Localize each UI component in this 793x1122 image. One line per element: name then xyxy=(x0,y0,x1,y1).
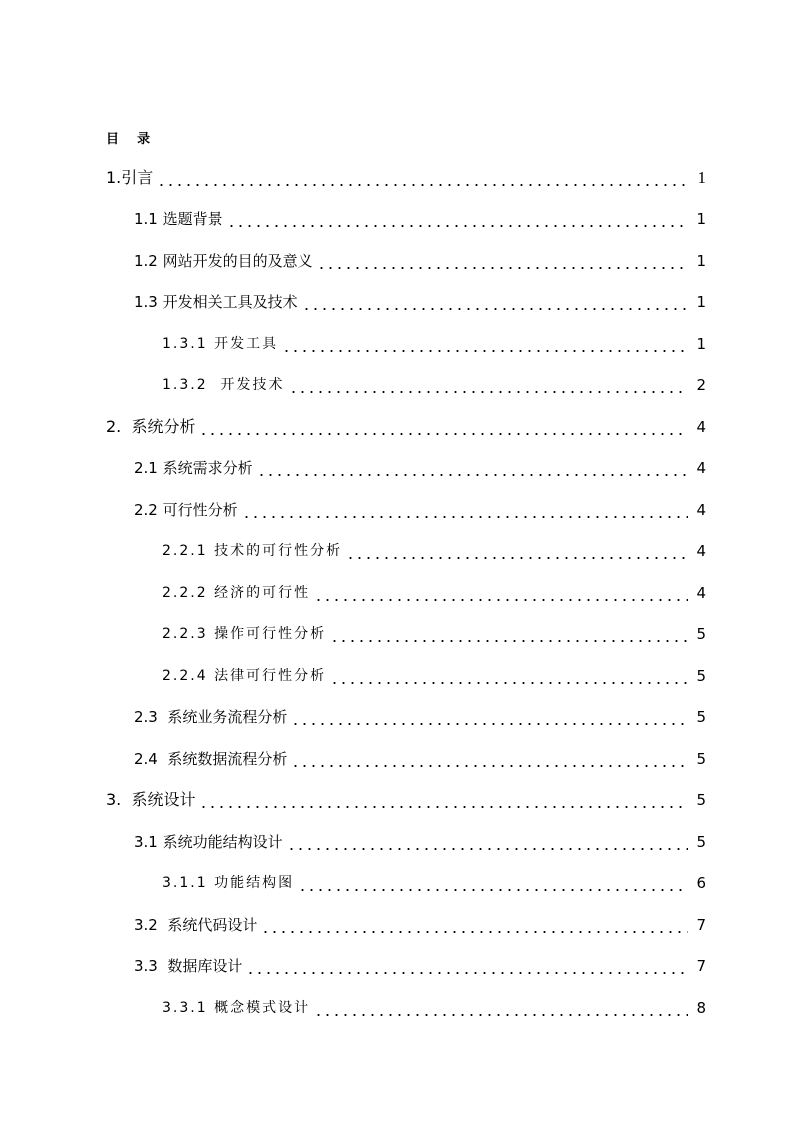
toc-page-number: 7 xyxy=(696,957,706,975)
toc-leader-dots xyxy=(242,498,688,522)
toc-leader-dots xyxy=(199,788,688,812)
toc-entry[interactable] xyxy=(134,249,706,273)
toc-page-number: 8 xyxy=(696,999,706,1017)
toc-entry-text: 1.2 网站开发的目的及意义 xyxy=(134,252,313,270)
toc-page-number: 4 xyxy=(696,542,706,560)
toc-entry[interactable] xyxy=(134,705,706,729)
toc-entry-text: 2.2.2 经济的可行性 xyxy=(162,585,311,601)
toc-entry[interactable] xyxy=(162,664,706,688)
toc-leader-dots xyxy=(330,622,688,646)
toc-entry-text: 2.2.3 操作可行性分析 xyxy=(162,626,327,642)
toc-leader-dots xyxy=(227,207,688,231)
toc-page-number: 5 xyxy=(696,791,706,809)
toc-entry-text: 3.3.1 概念模式设计 xyxy=(162,1000,311,1016)
toc-leader-dots xyxy=(282,332,688,356)
toc-leader-dots xyxy=(314,581,688,605)
toc-entry[interactable] xyxy=(162,871,706,895)
toc-entry[interactable] xyxy=(162,539,706,563)
toc-page-number: 5 xyxy=(696,667,706,685)
toc-page-number: 7 xyxy=(696,916,706,934)
toc-page-number: 4 xyxy=(696,501,706,519)
toc-entry[interactable] xyxy=(134,830,706,854)
toc-entry[interactable] xyxy=(134,747,706,771)
toc-entry-text: 3. 系统设计 xyxy=(106,790,196,809)
toc-entry[interactable] xyxy=(162,332,706,356)
toc-entry-text: 2.2.1 技术的可行性分析 xyxy=(162,543,343,559)
toc-leader-dots xyxy=(298,871,688,895)
toc-page-number: 1 xyxy=(697,168,706,187)
toc-leader-dots xyxy=(157,166,688,190)
toc-leader-dots xyxy=(291,747,688,771)
toc-leader-dots xyxy=(302,290,688,314)
toc-entry[interactable] xyxy=(134,456,706,480)
toc-leader-dots xyxy=(287,830,688,854)
toc-entry-text: 2. 系统分析 xyxy=(106,417,196,436)
toc-entry-text: 2.3 系统业务流程分析 xyxy=(134,708,288,726)
toc-entry-text: 2.2 可行性分析 xyxy=(134,501,238,519)
toc-page-number: 6 xyxy=(696,874,706,892)
toc-leader-dots xyxy=(246,954,688,978)
toc-entry-text: 3.1 系统功能结构设计 xyxy=(134,833,283,851)
toc-leader-dots xyxy=(289,373,688,397)
toc-leader-dots xyxy=(261,913,688,937)
toc-entry[interactable] xyxy=(162,622,706,646)
toc-page-number: 1 xyxy=(696,252,706,270)
toc-page-number: 5 xyxy=(696,750,706,768)
toc-leader-dots xyxy=(314,996,688,1020)
toc-page-number: 4 xyxy=(696,418,706,436)
toc-page-number: 4 xyxy=(696,459,706,477)
toc-title: 目 录 xyxy=(106,132,151,147)
toc-leader-dots xyxy=(291,705,688,729)
toc-page-number: 1 xyxy=(696,335,706,353)
toc-entry-text: 1.3.1 开发工具 xyxy=(162,336,279,352)
toc-entry[interactable] xyxy=(134,290,706,314)
toc-entry-text: 2.4 系统数据流程分析 xyxy=(134,750,288,768)
toc-leader-dots xyxy=(257,456,688,480)
toc-entry[interactable] xyxy=(162,996,706,1020)
toc-page-number: 5 xyxy=(696,625,706,643)
toc-entry[interactable] xyxy=(134,207,706,231)
toc-leader-dots xyxy=(330,664,688,688)
toc-entry-text: 1.3.2 开发技术 xyxy=(162,377,285,393)
toc-entry-text: 1.引言 xyxy=(106,168,154,187)
toc-entry[interactable] xyxy=(106,166,706,190)
toc-page-number: 5 xyxy=(696,833,706,851)
toc-page-number: 4 xyxy=(696,584,706,602)
toc-leader-dots xyxy=(317,249,688,273)
toc-entry[interactable] xyxy=(134,954,706,978)
toc-entry-text: 2.2.4 法律可行性分析 xyxy=(162,668,327,684)
toc-page-number: 1 xyxy=(696,210,706,228)
toc-entry-text: 3.3 数据库设计 xyxy=(134,957,243,975)
toc-entry[interactable] xyxy=(106,788,706,812)
toc-page-number: 2 xyxy=(696,376,706,394)
toc-page-number: 1 xyxy=(696,293,706,311)
toc-entry-text: 2.1 系统需求分析 xyxy=(134,459,253,477)
toc-entry[interactable] xyxy=(134,498,706,522)
toc-entry-text: 3.2 系统代码设计 xyxy=(134,916,258,934)
toc-entry-text: 1.3 开发相关工具及技术 xyxy=(134,293,298,311)
toc-entry-text: 3.1.1 功能结构图 xyxy=(162,875,295,891)
toc-entry[interactable] xyxy=(106,415,706,439)
toc-entry[interactable] xyxy=(162,581,706,605)
toc-leader-dots xyxy=(199,415,688,439)
toc-entry[interactable] xyxy=(134,913,706,937)
toc-page-number: 5 xyxy=(696,708,706,726)
toc-entry[interactable] xyxy=(162,373,706,397)
toc-entry-text: 1.1 选题背景 xyxy=(134,210,223,228)
toc-leader-dots xyxy=(346,539,688,563)
